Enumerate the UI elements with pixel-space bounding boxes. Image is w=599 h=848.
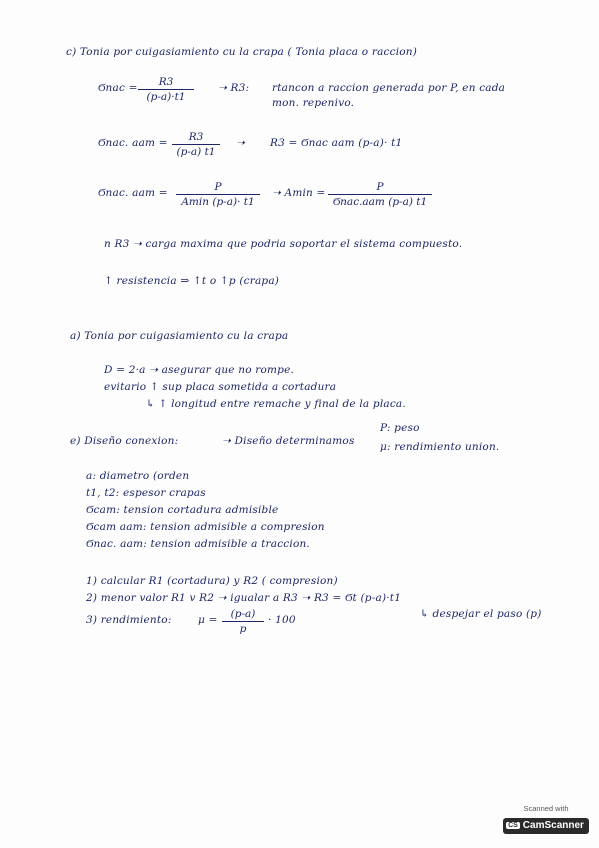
definition-item: Ϭnac. aam: tension admisible a traccion. — [86, 538, 310, 550]
eq1-arrow: ➝ R3: — [218, 82, 250, 94]
section-a-title: a) Tonia por cuigasiamiento cu la crapa — [70, 330, 289, 342]
fraction-bar — [138, 89, 194, 90]
step-3-mu: μ = — [198, 614, 218, 626]
fraction-bar — [328, 194, 432, 195]
section-e-lead: e) Diseño conexion: — [70, 435, 179, 447]
section-c-title: c) Tonia por cuigasiamiento cu la crapa ( Tonia placa o raccion) — [66, 46, 418, 58]
eq3-denominator: Amin (p-a)· t1 — [181, 196, 255, 208]
step-item: 2) menor valor R1 v R2 ➝ igualar a R3 ➝ R3 = Ϭt (p-a)·t1 — [86, 592, 402, 604]
eq2-fraction — [172, 131, 220, 158]
step-3-lead: 3) rendimiento: — [86, 614, 172, 626]
watermark-caption: Scanned with — [523, 804, 569, 813]
eq3-fraction — [176, 181, 260, 208]
eq3-rhs-numerator: P — [376, 181, 384, 193]
step-3-denominator: p — [239, 623, 247, 635]
eq2-denominator: (p-a) t1 — [176, 146, 216, 158]
eq2-lhs: Ϭnac. aam = — [98, 137, 168, 149]
section-a-line-1: D = 2·a ➝ asegurar que no rompe. — [104, 364, 295, 376]
eq3-lhs: Ϭnac. aam = — [98, 187, 168, 199]
fraction-bar — [176, 194, 260, 195]
definition-item: Ϭcam aam: tension admisible a compresion — [86, 521, 325, 533]
eq2-arrow: ➝ — [236, 137, 245, 149]
watermark-brand-text: CamScanner — [522, 820, 584, 831]
step-3-fraction — [222, 608, 264, 635]
eq2-rhs: R3 = Ϭnac aam (p-a)· t1 — [270, 137, 403, 149]
eq1-fraction — [138, 76, 194, 103]
eq3-numerator: P — [214, 181, 222, 193]
eq1-desc-2: mon. repenivo. — [272, 97, 355, 109]
eq1-numerator: R3 — [158, 76, 174, 88]
section-e-branch-2: μ: rendimiento union. — [380, 441, 500, 453]
eq3-rhs-fraction — [328, 181, 432, 208]
eq2-numerator: R3 — [188, 131, 204, 143]
section-c-note-1: n R3 ➝ carga maxima que podria soportar el sistema compuesto. — [104, 238, 463, 250]
fraction-bar — [172, 144, 220, 145]
fraction-bar — [222, 621, 264, 622]
section-e-branch-1: P: peso — [380, 422, 420, 434]
step-3-numerator: (p-a) — [230, 608, 256, 620]
section-a-line-3: ↳ ↑ longitud entre remache y final de la placa. — [146, 398, 406, 410]
definition-item: a: diametro (orden — [86, 470, 190, 482]
camscanner-watermark — [503, 804, 589, 838]
definition-item: Ϭcam: tension cortadura admisible — [86, 504, 279, 516]
step-3-tail: · 100 — [268, 614, 296, 626]
camscanner-logo-icon: CS — [508, 822, 518, 829]
eq1-lhs: Ϭnac = — [98, 82, 138, 94]
step-3-note: ↳ despejar el paso (p) — [420, 608, 542, 620]
section-a-line-2: evitario ↑ sup placa sometida a cortadura — [104, 381, 337, 393]
step-item: 1) calcular R1 (cortadura) y R2 ( compresion) — [86, 575, 338, 587]
section-e-arrow: ➝ Diseño determinamos — [222, 435, 355, 447]
eq1-denominator: (p-a)·t1 — [146, 91, 186, 103]
watermark-brand — [503, 818, 589, 834]
eq3-arrow: ➝ Amin = — [272, 187, 326, 199]
section-c-note-2: ↑ resistencia ⇒ ↑t o ↑p (crapa) — [104, 275, 280, 287]
definition-item: t1, t2: espesor crapas — [86, 487, 206, 499]
eq1-desc-1: rtancon a raccion generada por P, en cada — [272, 82, 506, 94]
eq3-rhs-denominator: Ϭnac.aam (p-a) t1 — [332, 196, 428, 208]
